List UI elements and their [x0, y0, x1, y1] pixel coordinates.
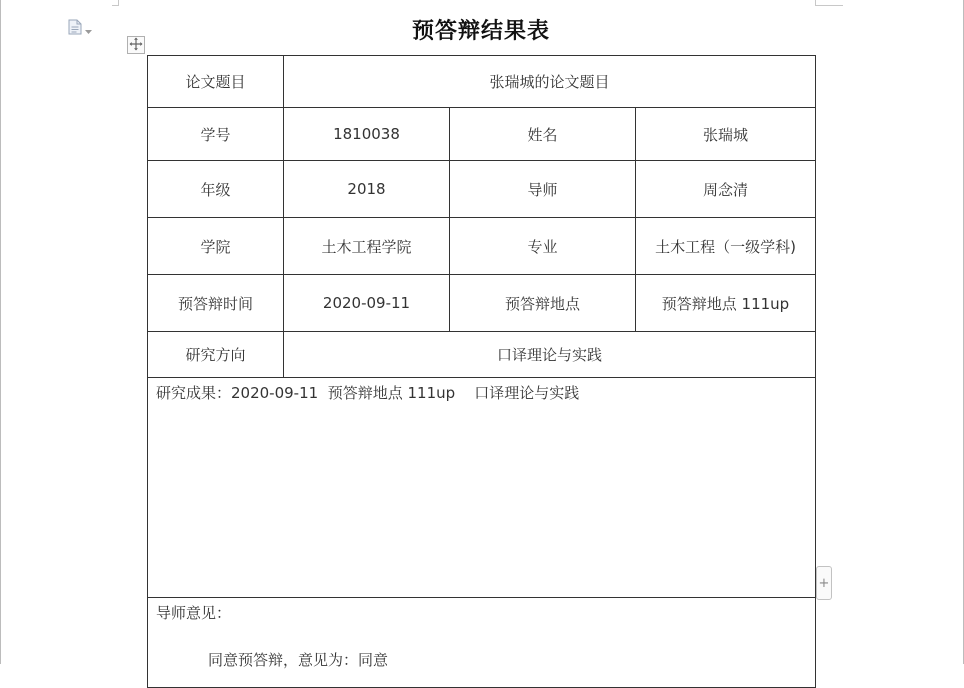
research-direction-label: 研究方向 — [148, 332, 284, 378]
move-icon — [129, 36, 143, 55]
table-row — [148, 161, 816, 218]
research-results-cell[interactable] — [148, 378, 816, 598]
student-id-label: 学号 — [148, 108, 284, 161]
table-row — [148, 598, 816, 688]
page-corner-mark — [112, 5, 119, 6]
plus-icon: + — [818, 575, 830, 591]
defense-time-label: 预答辩时间 — [148, 275, 284, 332]
college-label: 学院 — [148, 218, 284, 275]
defense-place-value[interactable]: 预答辩地点 111up — [636, 275, 816, 332]
thesis-title-label: 论文题目 — [148, 56, 284, 108]
add-row-button[interactable] — [816, 566, 832, 600]
table-row — [148, 378, 816, 598]
page-corner-mark — [815, 5, 843, 6]
student-id-value[interactable]: 1810038 — [284, 108, 450, 161]
major-value[interactable]: 土木工程（一级学科) — [636, 218, 816, 275]
table-row — [148, 218, 816, 275]
table-row — [148, 275, 816, 332]
page-title: 预答辩结果表 — [411, 19, 550, 44]
table-move-handle[interactable] — [127, 36, 145, 54]
college-value[interactable]: 土木工程学院 — [284, 218, 450, 275]
advisor-opinion-label: 导师意见： — [156, 604, 232, 622]
student-name-value[interactable]: 张瑞城 — [636, 108, 816, 161]
research-results-text: 研究成果：2020-09-11 预答辩地点 111up 口译理论与实践 — [156, 384, 580, 402]
advisor-value[interactable]: 周念清 — [636, 161, 816, 218]
advisor-opinion-text: 同意预答辩，意见为：同意 — [208, 651, 389, 669]
grade-value[interactable]: 2018 — [284, 161, 450, 218]
research-direction-value[interactable]: 口译理论与实践 — [284, 332, 816, 378]
grade-label: 年级 — [148, 161, 284, 218]
student-name-label: 姓名 — [450, 108, 636, 161]
document-menu-button[interactable] — [68, 20, 98, 38]
defense-result-table — [147, 55, 816, 688]
table-row — [148, 56, 816, 108]
table-row — [148, 108, 816, 161]
thesis-title-value[interactable]: 张瑞城的论文题目 — [284, 56, 816, 108]
table-row — [148, 332, 816, 378]
advisor-opinion-cell[interactable] — [148, 598, 816, 688]
advisor-label: 导师 — [450, 161, 636, 218]
chevron-down-icon — [85, 20, 92, 39]
defense-time-value[interactable]: 2020-09-11 — [284, 275, 450, 332]
document-icon — [68, 19, 82, 39]
defense-place-label: 预答辩地点 — [450, 275, 636, 332]
major-label: 专业 — [450, 218, 636, 275]
